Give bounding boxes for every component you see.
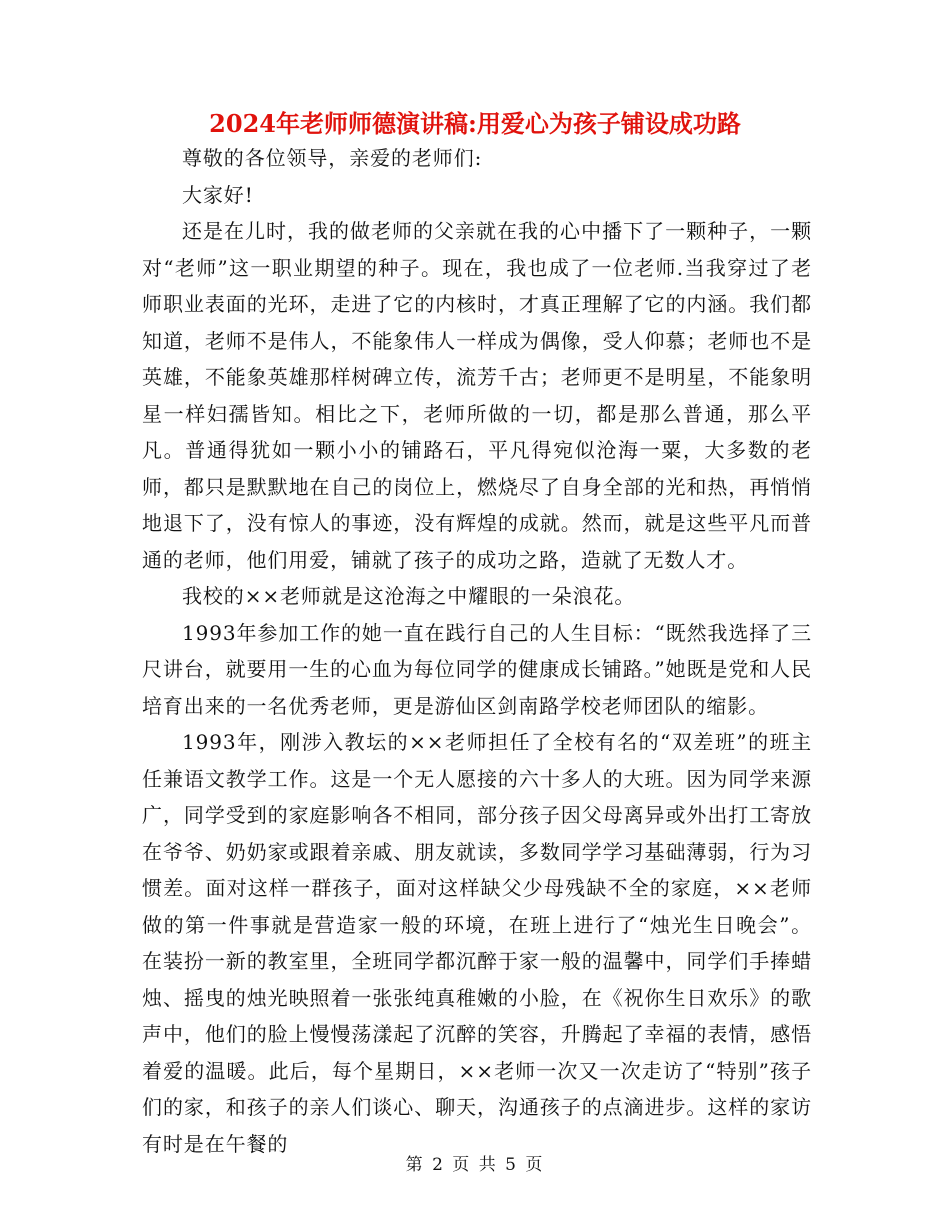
- document-title: 2024年老师师德演讲稿:用爱心为孩子铺设成功路: [209, 109, 741, 138]
- paragraph-body-1: 还是在儿时，我的做老师的父亲就在我的心中播下了一颗种子，一颗对“老师”这一职业期望的种子。现在，我也成了一位老师.当我穿过了老师职业表面的光环，走进了它的内核时，才真正理解了它的内涵。我们都知道，老师不是伟人，不能象伟人一样成为偶像，受人仰慕；老师也不是英雄，不能象英雄那样树碑立传，流芳千古；老师更不是明星，不能象明星一样妇孺皆知。相比之下，老师所做的一切，都是那么普通，那么平凡。普通得犹如一颗小小的铺路石，平凡得宛似沧海一粟，大多数的老师，都只是默默地在自己的岗位上，燃烧尽了自身全部的光和热，再悄悄地退下了，没有惊人的事迹，没有辉煌的成就。然而，就是这些平凡而普通的老师，他们用爱，铺就了孩子的成功之路，造就了无数人才。: [142, 219, 812, 572]
- paragraph-body-3: 1993年参加工作的她一直在践行自己的人生目标：“既然我选择了三尺讲台，就要用一生的心血为每位同学的健康成长铺路。”她既是党和人民培育出来的一名优秀老师，更是游仙区剑南路学校老师团队的缩影。: [142, 620, 812, 718]
- paragraph-salutation: 尊敬的各位领导，亲爱的老师们:: [182, 146, 483, 170]
- document-body: [142, 140, 812, 1162]
- page-number: 第 2 页 共 5 页: [405, 1155, 545, 1175]
- paragraph-body-2: 我校的××老师就是这沧海之中耀眼的一朵浪花。: [182, 584, 636, 608]
- paragraph-greeting: 大家好!: [182, 182, 254, 207]
- paragraph-body-4: 1993年，刚涉入教坛的××老师担任了全校有名的“双差班”的班主任兼语文教学工作。这是一个无人愿接的六十多人的大班。因为同学来源广，同学受到的家庭影响各不相同，部分孩子因父母离异或外出打工寄放在爷爷、奶奶家或跟着亲戚、朋友就读，多数同学学习基础薄弱，行为习惯差。面对这样一群孩子，面对这样缺父少母残缺不全的家庭，××老师做的第一件事就是营造家一般的环境，在班上进行了“烛光生日晚会”。在装扮一新的教室里，全班同学都沉醉于家一般的温馨中，同学们手捧蜡烛、摇曳的烛光映照着一张张纯真稚嫩的小脸，在《祝你生日欢乐》的歌声中，他们的脸上慢慢荡漾起了沉醉的笑容，升腾起了幸福的表情，感悟着爱的温暖。此后，每个星期日，××老师一次又一次走访了“特别”孩子们的家，和孩子的亲人们谈心、聊天，沟通孩子的点滴进步。这样的家访有时是在午餐的: [142, 730, 812, 1156]
